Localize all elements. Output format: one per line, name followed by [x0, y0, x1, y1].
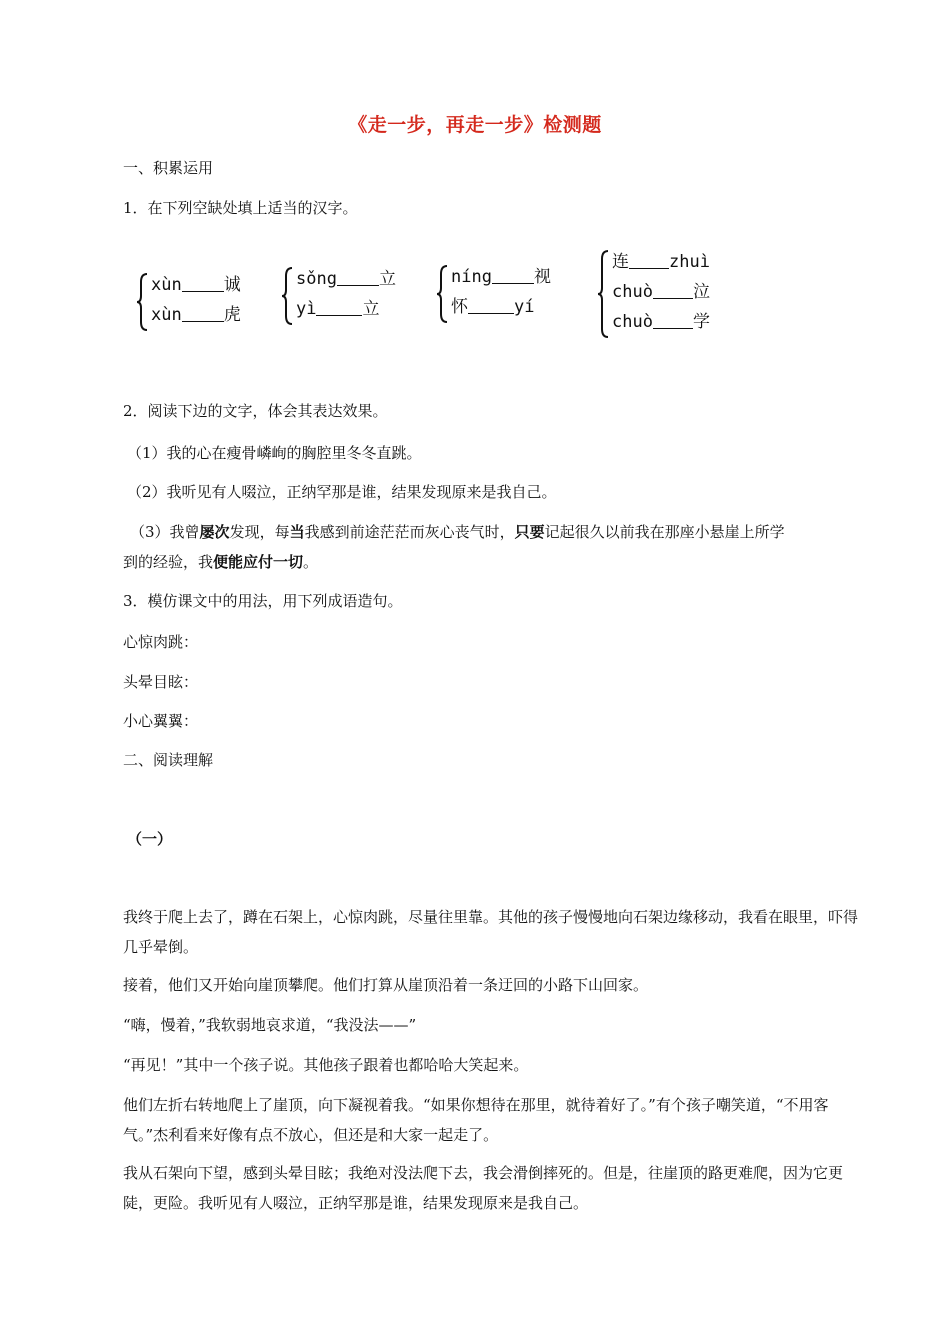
hanzi-text: 怀	[451, 297, 468, 317]
brace-icon	[598, 249, 610, 339]
hanzi-text: 立	[362, 299, 380, 319]
answer-blank[interactable]	[337, 269, 379, 286]
emphasis-text: 便能应付一切	[213, 553, 304, 571]
pinyin-text: yí	[514, 297, 535, 317]
hanzi-text: 诚	[223, 275, 241, 295]
brace-icon	[282, 266, 294, 326]
passage-paragraph	[123, 1050, 865, 1080]
section-heading-2: 二、阅读理解	[123, 751, 214, 769]
question-2-item-3-cont	[123, 552, 318, 572]
idiom-prompt: 头晕目眩：	[123, 673, 199, 691]
hanzi-text: 连	[612, 252, 629, 272]
idiom-prompt: 心惊肉跳：	[123, 633, 199, 651]
pinyin-group-3	[437, 264, 577, 326]
pinyin-text: xùn	[151, 275, 182, 295]
group-line	[612, 309, 710, 335]
paragraph-text: “嗨，慢着，”我软弱地哀求道，“我没法——”	[123, 1016, 417, 1034]
brace-icon	[137, 272, 149, 332]
group-line	[451, 264, 551, 290]
group-line	[151, 272, 241, 298]
text-segment: 。	[303, 553, 319, 571]
answer-blank[interactable]	[468, 297, 514, 314]
answer-blank[interactable]	[182, 275, 224, 292]
passage-paragraph	[123, 1090, 865, 1150]
question-2-item-2: （2）我听见有人啜泣，正纳罕那是谁，结果发现原来是我自己。	[127, 483, 557, 501]
paragraph-text: 接着，他们又开始向崖顶攀爬。他们打算从崖顶沿着一条迂回的小路下山回家。	[123, 976, 649, 994]
question-2-item-3	[130, 522, 785, 542]
text-segment: 发现，每	[229, 523, 290, 541]
answer-blank[interactable]	[182, 305, 224, 322]
emphasis-text: 当	[289, 523, 305, 541]
pinyin-text: sǒng	[296, 269, 337, 289]
passage-paragraph	[123, 970, 865, 1000]
hanzi-text: 视	[533, 267, 551, 287]
group-line	[296, 266, 396, 292]
page-title: 《走一步，再走一步》检测题	[348, 114, 602, 136]
paragraph-text: 我终于爬上去了，蹲在石架上，心惊肉跳，尽量往里靠。其他的孩子慢慢地向石架边缘移动，我看在眼里，吓得几乎晕倒。	[123, 908, 859, 956]
question-2: 2．阅读下边的文字，体会其表达效果。	[123, 402, 388, 420]
answer-blank[interactable]	[492, 267, 534, 284]
group-line	[612, 249, 710, 275]
answer-blank[interactable]	[653, 312, 693, 329]
text-segment: 到的经验，我	[123, 553, 214, 571]
group-line	[451, 294, 534, 320]
text-segment: 我感到前途茫茫而灰心丧气时，	[304, 523, 515, 541]
hanzi-text: 虎	[223, 305, 241, 325]
pinyin-text: chuò	[612, 282, 653, 302]
text-segment: 记起很久以前我在那座小悬崖上所学	[544, 523, 785, 541]
text-segment: （3）我曾	[130, 523, 200, 541]
group-line	[612, 279, 710, 305]
question-3: 3．模仿课文中的用法，用下列成语造句。	[123, 592, 403, 610]
answer-blank[interactable]	[316, 299, 362, 316]
pinyin-text: yì	[296, 299, 317, 319]
passage-paragraph	[123, 1010, 865, 1040]
part-label: （一）	[127, 830, 173, 848]
pinyin-text: níng	[451, 267, 492, 287]
pinyin-text: xùn	[151, 305, 182, 325]
section-heading-1: 一、积累运用	[123, 159, 214, 177]
answer-blank[interactable]	[629, 252, 669, 269]
hanzi-text: 泣	[692, 282, 710, 302]
answer-blank[interactable]	[653, 282, 693, 299]
pinyin-group-2	[282, 266, 422, 328]
question-1: 1．在下列空缺处填上适当的汉字。	[123, 199, 358, 217]
pinyin-text: chuò	[612, 312, 653, 332]
paragraph-text: 我从石架向下望，感到头晕目眩；我绝对没法爬下去，我会滑倒摔死的。但是，往崖顶的路更难爬，因为它更陡，更险。我听见有人啜泣，正纳罕那是谁，结果发现原来是我自己。	[123, 1164, 844, 1212]
paragraph-text: 他们左折右转地爬上了崖顶，向下凝视着我。“如果你想待在那里，就待着好了。”有个孩子嘲笑道，“不用客气。”杰利看来好像有点不放心，但还是和大家一起走了。	[123, 1096, 829, 1144]
group-line	[296, 296, 379, 322]
pinyin-group-1	[137, 272, 267, 334]
emphasis-text: 屡次	[199, 523, 230, 541]
passage-paragraph	[123, 1158, 865, 1218]
brace-icon	[437, 264, 449, 324]
group-line	[151, 302, 241, 328]
passage-paragraph	[123, 902, 865, 962]
hanzi-text: 学	[692, 312, 710, 332]
paragraph-text: “再见！”其中一个孩子说。其他孩子跟着也都哈哈大笑起来。	[123, 1056, 529, 1074]
question-2-item-1: （1）我的心在瘦骨嶙峋的胸腔里冬冬直跳。	[127, 444, 422, 462]
pinyin-group-4	[598, 249, 738, 339]
hanzi-text: 立	[378, 269, 396, 289]
pinyin-text: zhuì	[669, 252, 710, 272]
emphasis-text: 只要	[514, 523, 545, 541]
idiom-prompt: 小心翼翼：	[123, 712, 199, 730]
